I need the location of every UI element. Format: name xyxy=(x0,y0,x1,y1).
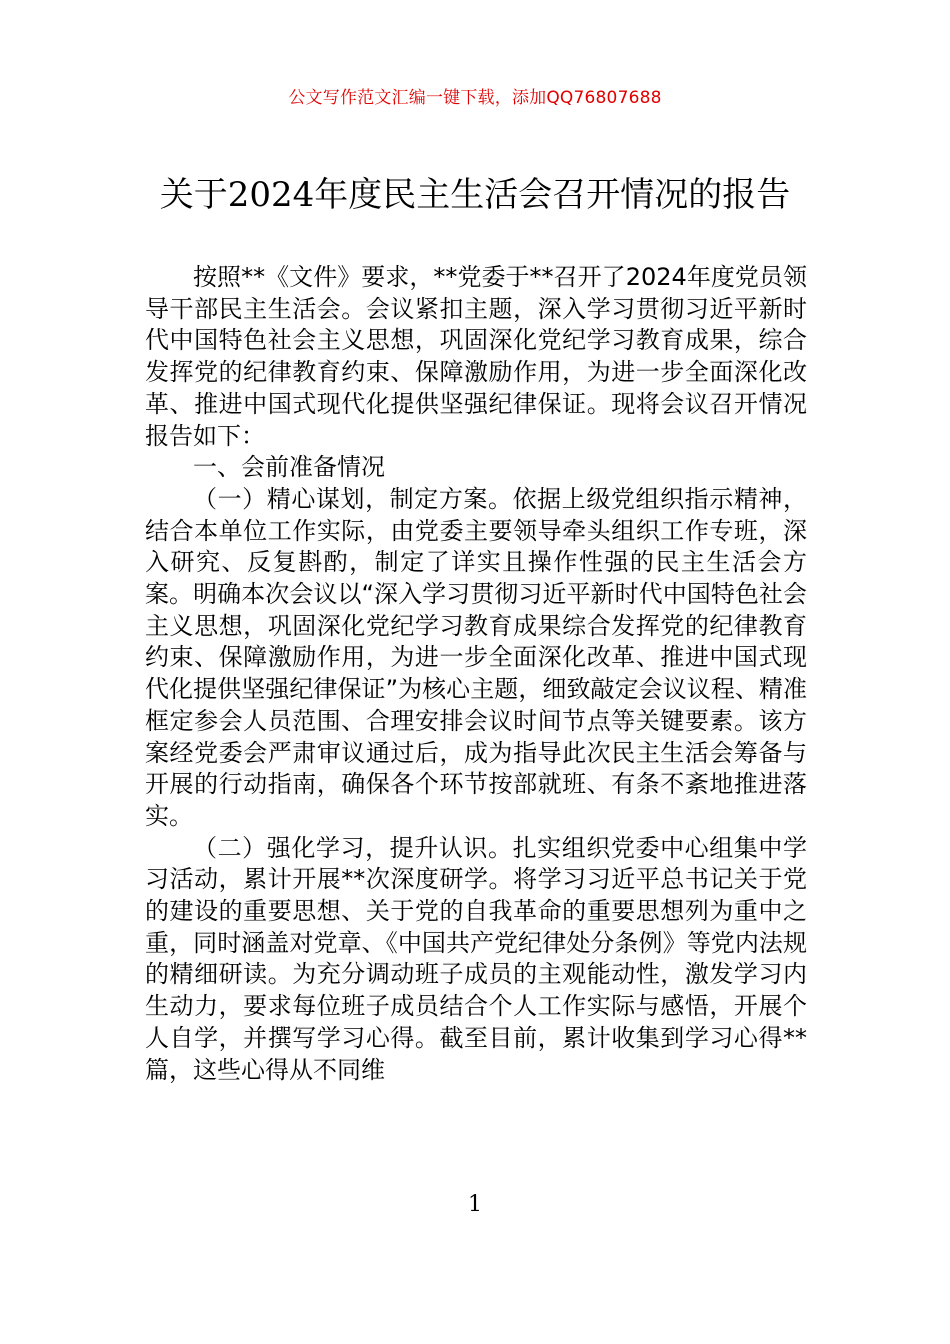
document-body xyxy=(145,262,807,1086)
page-title: 关于2024年度民主生活会召开情况的报告 xyxy=(159,175,791,215)
paragraph-intro: 按照**《文件》要求，**党委于**召开了2024年度党员领导干部民主生活会。会议紧扣主题，深入学习贯彻习近平新时代中国特色社会主义思想，巩固深化党纪学习教育成果，综合发挥党的纪律教育约束、保障激励作用，为进一步全面深化改革、推进中国式现代化提供坚强纪律保证。现将会议召开情况报告如下： xyxy=(145,263,807,450)
watermark-text[interactable]: 公文写作范文汇编一键下载，添加QQ76807688 xyxy=(288,88,662,108)
paragraph-planning: （一）精心谋划，制定方案。依据上级党组织指示精神，结合本单位工作实际，由党委主要领导牵头组织工作专班，深入研究、反复斟酌，制定了详实且操作性强的民主生活会方案。明确本次会议以“深入学习贯彻习近平新时代中国特色社会主义思想，巩固深化党纪学习教育成果综合发挥党的纪律教育约束、保障激励作用，为进一步全面深化改革、推进中国式现代化提供坚强纪律保证”为核心主题，细致敲定会议议程、精准框定参会人员范围、合理安排会议时间节点等关键要素。该方案经党委会严肃审议通过后，成为指导此次民主生活会筹备与开展的行动指南，确保各个环节按部就班、有条不紊地推进落实。 xyxy=(145,484,807,830)
paragraph-study: （二）强化学习，提升认识。扎实组织党委中心组集中学习活动，累计开展**次深度研学。将学习习近平总书记关于党的建设的重要思想、关于党的自我革命的重要思想列为重中之重，同时涵盖对党章、《中国共产党纪律处分条例》等党内法规的精细研读。为充分调动班子成员的主观能动性，激发学习内生动力，要求每位班子成员结合个人工作实际与感悟，开展个人自学，并撰写学习心得。截至目前，累计收集到学习心得**篇，这些心得从不同维 xyxy=(145,833,807,1084)
page-number: 1 xyxy=(468,1192,482,1217)
section-heading: 一、会前准备情况 xyxy=(193,453,385,482)
